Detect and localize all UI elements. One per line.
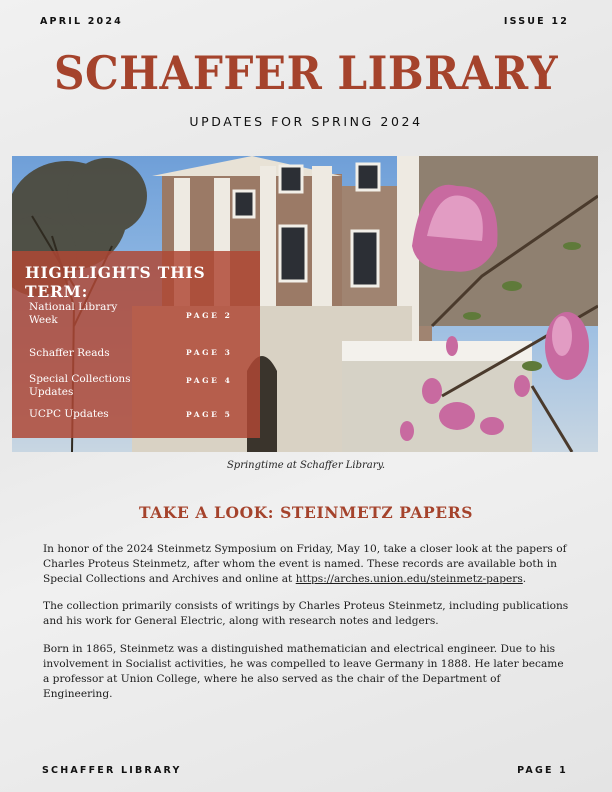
steinmetz-papers-link[interactable]: https://arches.union.edu/steinmetz-papers — [295, 573, 523, 585]
highlight-item-schaffer-reads: Schaffer Reads — [29, 347, 110, 359]
footer-library-name: SCHAFFER LIBRARY — [42, 765, 182, 776]
article-heading: TAKE A LOOK: STEINMETZ PAPERS — [139, 503, 473, 522]
highlights-title: HIGHLIGHTS THIS TERM: — [25, 263, 206, 301]
highlight-page-special-collections: PAGE 4 — [186, 376, 233, 385]
article-paragraph-2: The collection primarily consists of writings by Charles Proteus Steinmetz, including publications and his work for General Electric, along with research notes and ledgers. — [43, 600, 569, 627]
highlight-item-ucpc-updates: UCPC Updates — [29, 408, 109, 420]
photo-caption: Springtime at Schaffer Library. — [226, 460, 386, 471]
issue-date: APRIL 2024 — [40, 16, 123, 27]
highlight-page-ucpc-updates: PAGE 5 — [186, 410, 233, 419]
highlights-panel — [12, 251, 260, 438]
article-paragraph-1 — [43, 542, 571, 587]
footer-page-number: PAGE 1 — [517, 765, 568, 776]
highlight-item-special-collections: Special Collections Updates — [29, 373, 131, 398]
article-paragraph-3: Born in 1865, Steinmetz was a distinguished mathematician and electrical engineer. Due to his involvement in Socialist activities, he was compelled to leave Germany in 1888. He later became a professor at Union College, where he also served as the chair of the Department of Engineering. — [43, 643, 564, 700]
highlight-item-national-library-week: National Library Week — [29, 301, 118, 326]
paragraph-1-end: . — [522, 573, 527, 585]
highlight-page-schaffer-reads: PAGE 3 — [186, 348, 233, 357]
highlight-page-national-library-week: PAGE 2 — [186, 311, 233, 320]
paragraph-1-text: In honor of the 2024 Steinmetz Symposium on Friday, May 10, take a closer look at the papers of Charles Proteus Steinmetz, after whom the event is named. These records are available both in Special Collections and Archives and online at — [43, 543, 567, 585]
issue-number: ISSUE 12 — [503, 16, 569, 27]
newsletter-title: SCHAFFER LIBRARY — [53, 46, 559, 100]
newsletter-subtitle: UPDATES FOR SPRING 2024 — [189, 114, 423, 129]
